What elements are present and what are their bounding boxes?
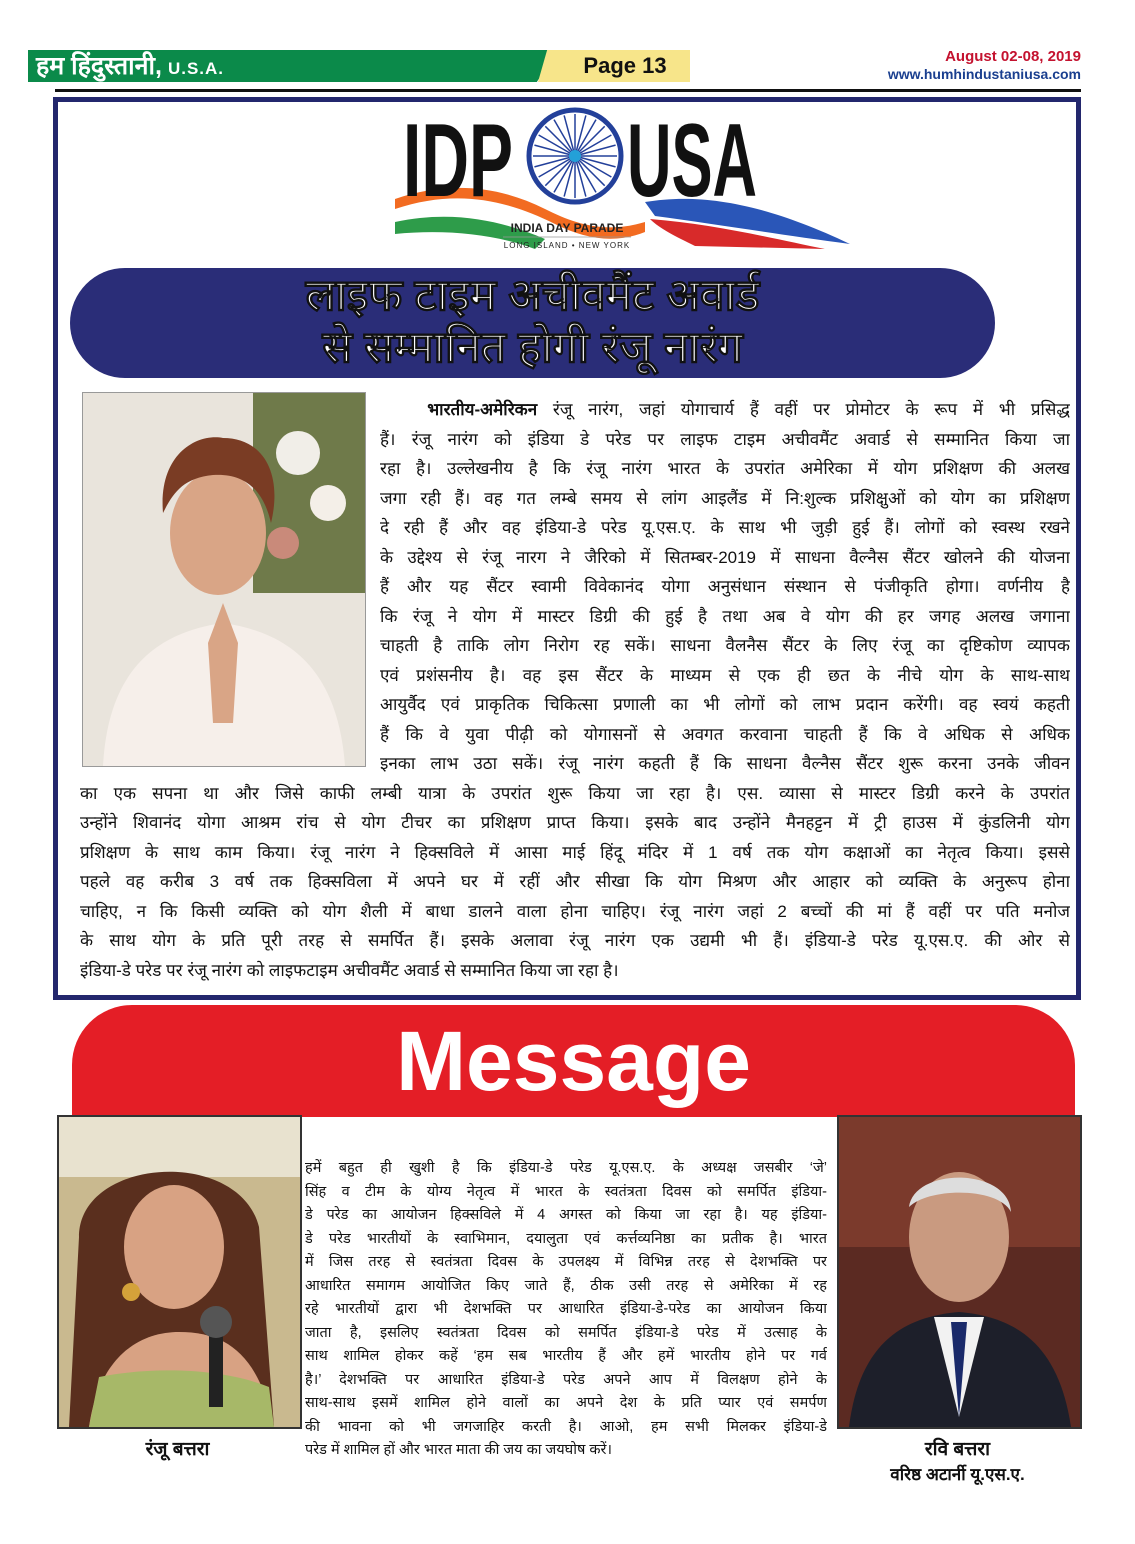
article-line: हैं। रंजू नारंग को इंडिया डे परेड पर लाइफ टाइम अचीवमैंट अवार्ड से सम्मानित किया जा	[380, 429, 1070, 449]
left-photo-caption: रंजू बत्तरा	[145, 1439, 210, 1460]
article-lead: भारतीय-अमेरिकन	[427, 400, 538, 419]
masthead-title	[36, 50, 224, 82]
chakra-hub	[569, 150, 581, 162]
article-line: के साथ योग के प्रति पूरी तरह से समर्पित हैं। इसके अलावा रंजू नारंग एक उद्यमी भी हैं। इंडिया-डे परेड यू.एस.ए. की ओर से	[80, 931, 1070, 950]
right-photo-caption: रवि बत्तरा	[924, 1439, 991, 1460]
headline-banner	[70, 268, 995, 378]
article-line: एवं प्रशंसनीय है। वह इस सैंटर के माध्यम से एक ही छत के नीचे योग के साथ-साथ	[380, 665, 1070, 685]
article-line: चाहती है ताकि लोग निरोग रह सकें। साधना वैलनैस सैंटर के लिए रंजू का दृष्टिकोण व्यापक	[380, 636, 1070, 655]
message-line: रहे भारतीयों द्वारा भी देशभक्ति पर आधारित इंडिया-डे-परेड का आयोजन किया	[305, 1301, 827, 1317]
article-lead-text: रंजू नारंग, जहां योगाचार्य हैं वहीं पर प्रोमोटर के रूप में भी प्रसिद्ध	[537, 400, 1070, 419]
article-line: उन्होंने शिवानंद योगा आश्रम रांच से योग टीचर का प्रशिक्षण प्राप्त किया। इसके बाद उन्होंने मैनहट्टन में ट्री हाउस में कुंडलिनी योग	[80, 813, 1070, 832]
ravi-battra-photo	[837, 1115, 1082, 1429]
headline-line-1: लाइफ टाइम अचीवमैंट अवार्ड	[305, 271, 760, 320]
message-line: सिंह व टीम के योग्य नेतृत्व में भारत के स्वतंत्रता दिवस को समर्पित इंडिया-	[305, 1183, 827, 1200]
article-line: इनका लाभ उठा सकें। रंजू नारंग कहती हैं कि साधना वैल्नैस सैंटर शुरू करना उनके जीवन	[380, 754, 1070, 773]
article-line: हैं और यह सैंटर स्वामी विवेकानंद योगा अनुसंधान संस्थान से पंजीकृति होगा। वर्णनीय है	[380, 577, 1070, 596]
message-line: परेड में शामिल हों और भारत माता की जय का जयघोष करें।	[305, 1442, 612, 1458]
idp-usa-logo	[395, 104, 850, 254]
message-line: है।’ देशभक्ति पर आधारित इंडिया-डे परेड अपने आप में विलक्षण होने के	[305, 1371, 827, 1388]
ranju-battra-photo	[57, 1115, 302, 1429]
message-line: जाता है, इसलिए स्वतंत्रता दिवस को समर्पित इंडिया-डे परेड में उत्साह के	[305, 1324, 827, 1341]
article-line: जगा रही हैं। वह गत लम्बे समय से लांग आइलैंड में नि:शुल्क प्रशिक्षुओं को योग का प्रशिक्षण	[380, 488, 1070, 508]
message-line: साथ शामिल होकर कहें ‘हम सब भारतीय हैं और हमें भारतीय होने पर गर्व	[305, 1348, 827, 1364]
article-line: आयुर्वैद एवं प्राकृतिक चिकित्सा प्रणाली का भी लोगों को लाभ प्रदान करेंगी। वह स्वयं कहती	[380, 695, 1070, 714]
article-line: कि रंजू ने योग में मास्टर डिग्री की हुई है तथा अब वे योग की हर जगह अलख जगाना	[380, 606, 1070, 626]
article-line: चाहिए, न कि किसी व्यक्ति को योग शैली में बाधा डालने वाला होना चाहिए। रंजू नारंग जहां 2 बच्चों की मां हैं वहीं पर पति मनोज	[80, 901, 1070, 921]
article-line: दे रही हैं और वह इंडिया-डे परेड यू.एस.ए. के साथ भी जुड़ी हुई हैं। लोगों को स्वस्थ रखने	[380, 518, 1070, 537]
message-line: की भावना को भी जगजाहिर करती है। आओ, हम सभी मिलकर इंडिया-डे	[305, 1418, 827, 1435]
logo-usa-text: USA	[627, 104, 757, 219]
article-line: हैं कि वे युवा पीढ़ी को योगासनों से अवगत करवाना चाहती हैं कि वे अधिक से अधिक	[380, 724, 1070, 744]
right-photo-subcaption: वरिष्ठ अटार्नी यू.एस.ए.	[890, 1465, 1025, 1484]
article-line: रहा है। उल्लेखनीय है कि रंजू नारंग भारत के उपरांत अमेरिका में योग प्रशिक्षण की अलख	[380, 459, 1070, 478]
page-number: Page 13	[583, 53, 667, 78]
logo-idp-text: IDP	[403, 104, 513, 219]
website-link[interactable]: www.humhindustaniusa.com	[887, 66, 1081, 82]
headline-line-2: से सम्मानित होगी रंजू नारंग	[322, 323, 743, 372]
message-line: में जिस तरह से स्वतंत्रता दिवस के उपलक्ष्य में विभिन्न तरह से देशभक्ति पर	[305, 1254, 827, 1270]
message-line: आधारित समागम आयोजित किए जाते हैं, ठीक उसी तरह से अमेरिका में रह	[305, 1277, 827, 1294]
header-divider	[55, 89, 1081, 92]
article-line: के उद्देश्य से रंजू नारग ने जैरिको में सितम्बर-2019 में साधना वैल्नैस सैंटर खोलने की योजना	[380, 547, 1070, 567]
logo-location: LONG ISLAND • NEW YORK	[503, 241, 631, 250]
article-line: का एक सपना था और जिसे काफी लम्बी यात्रा के उपरांत शुरू किया जा रहा है। एस. व्यासा से मास्टर डिग्री करने के उपरांत	[80, 783, 1070, 803]
message-line: साथ-साथ इसमें शामिल होने वालों का अपने देश के प्रति प्यार एवं समर्पण	[305, 1395, 827, 1411]
message-line: डे परेड का आयोजन हिक्सविले में 4 अगस्त को किया जा रहा है। यह इंडिया-	[305, 1207, 827, 1223]
message-line: डे परेड भारतीयों के स्वाभिमान, दयालुता एवं कर्त्तव्यनिष्ठा का प्रतीक है। भारत	[305, 1230, 827, 1247]
brand-name: हम हिंदुस्तानी,	[36, 52, 162, 80]
message-line: हमें बहुत ही खुशी है कि इंडिया-डे परेड यू.एस.ए. के अध्यक्ष जसबीर ‘जे’	[305, 1160, 827, 1176]
ranju-narang-photo	[82, 392, 366, 767]
article-line	[380, 395, 1070, 425]
article-line: पहले वह करीब 3 वर्ष तक हिक्सविला में अपने घर में रहीं और सीखा कि योग मिश्रण और आहार को व्यक्ति के अनुरूप होना	[80, 872, 1070, 891]
article-line: प्रशिक्षण के साथ काम किया। रंजू नारंग ने हिक्सविले में आसा माई हिंदू मंदिर में 1 वर्ष तक योग कक्षाओं का नेतृत्व किया। इससे	[80, 842, 1070, 862]
issue-date: August 02-08, 2019	[945, 48, 1081, 65]
article-line: इंडिया-डे परेड पर रंजू नारंग को लाइफटाइम अचीवमैंट अवार्ड से सम्मानित किया जा रहा है।	[80, 960, 619, 980]
logo-subtitle: INDIA DAY PARADE	[510, 221, 624, 235]
brand-suffix: U.S.A.	[167, 59, 225, 78]
message-title: Message	[396, 1014, 751, 1108]
